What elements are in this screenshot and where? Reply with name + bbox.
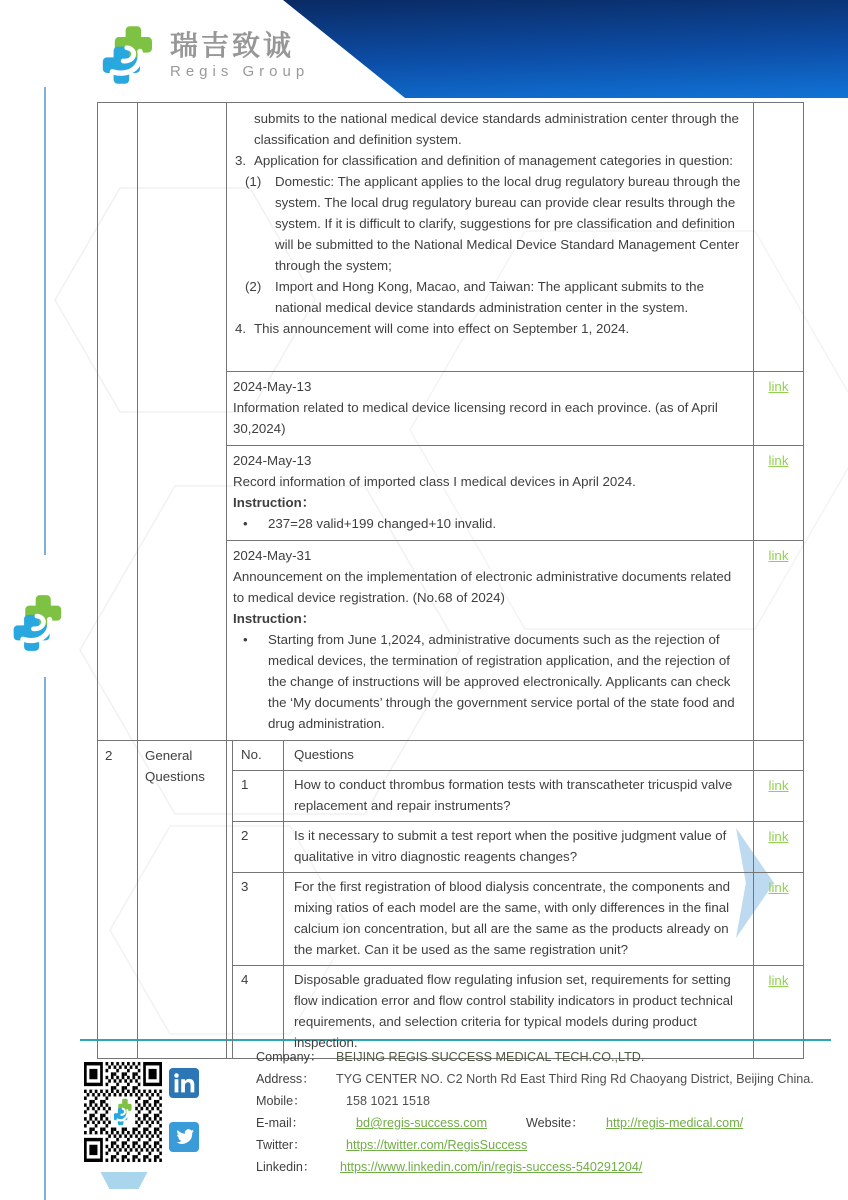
entry-text	[227, 446, 753, 540]
footer-row-linkedin	[256, 1159, 831, 1175]
link-cell	[753, 372, 803, 445]
linkedin-icon	[169, 1068, 199, 1098]
side-logo-icon	[9, 591, 67, 655]
col-header-no: No.	[233, 741, 284, 770]
regulatory-table	[97, 102, 804, 1059]
footer-row-address	[256, 1071, 831, 1087]
question-link[interactable]: link	[768, 829, 789, 844]
linkedin-link[interactable]: https://www.linkedin.com/in/regis-success-540291204/	[340, 1160, 643, 1174]
instruction-bullet: • 237=28 valid+199 changed+10 invalid.	[243, 516, 497, 531]
brand-wordmark	[170, 31, 309, 80]
brand-name-cn: 瑞吉致诚	[170, 29, 295, 61]
question-text: How to conduct thrombus formation tests with transcatheter tricuspid valve replacement and repair instruments?	[294, 777, 733, 813]
section1-content	[227, 103, 803, 740]
entry-row	[227, 372, 803, 446]
company-value: BEIJING REGIS SUCCESS MEDICAL TECH.CO.,LTD.	[336, 1050, 645, 1064]
twitter-link[interactable]: https://twitter.com/RegisSuccess	[346, 1138, 528, 1152]
section1-row	[98, 103, 803, 741]
link-cell	[753, 966, 803, 1058]
questions-header-row	[233, 741, 803, 771]
question-link[interactable]: link	[768, 778, 789, 793]
question-text: Disposable graduated flow regulating infusion set, requirements for setting flow indication error and flow control stability indicators in product technical requirements, and selection criteria for typical models during product inspection.	[294, 972, 734, 1050]
link-cell	[753, 541, 803, 740]
questions-table	[232, 741, 803, 1058]
list-item: 3. Application for classification and definition of management categories in question:	[235, 153, 733, 168]
list-item: (2) Import and Hong Kong, Macao, and Taiwan: The applicant submits to the national medical device standards administration center in the system.	[245, 279, 704, 315]
link-cell	[753, 822, 803, 872]
website-label: Website：	[526, 1116, 584, 1130]
qr-code	[84, 1062, 162, 1162]
question-no: 3	[233, 873, 284, 965]
section1-no-cell	[98, 103, 138, 740]
twitter-label: Twitter：	[256, 1138, 306, 1152]
left-accent-line-bottom	[44, 677, 46, 1200]
section2-topic: General Questions	[138, 741, 227, 1058]
link-cell	[753, 873, 803, 965]
section1-topic-cell	[138, 103, 227, 740]
address-value: TYG CENTER NO. C2 North Rd East Third Ring Rd Chaoyang District, Beijing China.	[336, 1072, 814, 1086]
entry-link[interactable]: link	[768, 453, 789, 468]
question-no: 1	[233, 771, 284, 821]
instruction-label: Instruction：	[233, 495, 315, 510]
instruction-label: Instruction：	[233, 611, 315, 626]
continuation-text	[227, 103, 753, 371]
footer-row-mobile	[256, 1093, 831, 1109]
footer-row-company	[256, 1049, 831, 1065]
col-header-questions: Questions	[294, 747, 354, 762]
email-link[interactable]: bd@regis-success.com	[356, 1116, 488, 1130]
question-row	[233, 873, 803, 966]
continuation-row	[227, 103, 803, 372]
question-row	[233, 822, 803, 873]
question-text: Is it necessary to submit a test report when the positive judgment value of qualitative in vitro diagnostic reagents changes?	[294, 828, 727, 864]
entry-link[interactable]: link	[768, 548, 789, 563]
section2-content	[227, 741, 803, 1058]
entry-date: 2024-May-31	[233, 548, 312, 563]
mobile-value: 158 1021 1518	[346, 1094, 431, 1108]
list-item: 4. This announcement will come into effect on September 1, 2024.	[235, 321, 630, 336]
entry-date: 2024-May-13	[233, 453, 312, 468]
entry-text	[227, 372, 753, 445]
entry-link[interactable]: link	[768, 379, 789, 394]
section2-row	[98, 741, 803, 1058]
left-accent-line-top	[44, 87, 46, 555]
linkedin-label: Linkedin：	[256, 1160, 316, 1174]
email-label: E-mail：	[256, 1116, 305, 1130]
list-item: submits to the national medical device standards administration center through the classification and definition system.	[254, 111, 739, 147]
question-link[interactable]: link	[768, 880, 789, 895]
list-item: (1) Domestic: The applicant applies to the local drug regulatory bureau through the system. The local drug regulatory bureau can provide clear results through the system. If it is difficult to clarify, suggestions for pre classification and definition will be submitted to the National Medical Device Standard Management Center through the system;	[245, 174, 741, 273]
question-no: 4	[233, 966, 284, 1058]
twitter-icon	[169, 1122, 199, 1152]
question-text: For the first registration of blood dialysis concentrate, the components and mixing ratios of each model are the same, with only differences in the final calcium ion concentration, but all are the same as the products already on the market. Can it be used as the same registration unit?	[294, 879, 731, 957]
entry-row	[227, 541, 803, 740]
regis-logo-icon	[98, 24, 158, 86]
footer-row-twitter	[256, 1137, 831, 1153]
brand-header	[98, 24, 309, 86]
address-label: Address：	[256, 1072, 315, 1086]
company-label: Company：	[256, 1050, 323, 1064]
entry-title: Record information of imported class I medical devices in April 2024.	[233, 474, 636, 489]
link-cell-empty	[753, 103, 803, 371]
entry-date: 2024-May-13	[233, 379, 312, 394]
col-header-link	[753, 741, 803, 770]
entry-title: Information related to medical device licensing record in each province. (as of April 30,2024)	[233, 400, 718, 436]
footer-contact	[256, 1049, 831, 1181]
website-link[interactable]: http://regis-medical.com/	[606, 1116, 744, 1130]
entry-text	[227, 541, 753, 740]
section2-number: 2	[98, 741, 138, 1058]
mobile-label: Mobile：	[256, 1094, 306, 1108]
link-cell	[753, 771, 803, 821]
instruction-bullet: • Starting from June 1,2024, administrative documents such as the rejection of medical devices, the termination of registration application, and the rejection of the change of instructions will be approved electronically. Applicants can check the ‘My documents’ through the government service portal of the state food and drug administration.	[243, 632, 735, 731]
brand-name-en: Regis Group	[170, 62, 310, 80]
question-row	[233, 771, 803, 822]
entry-row	[227, 446, 803, 541]
question-link[interactable]: link	[768, 973, 789, 988]
entry-title: Announcement on the implementation of electronic administrative documents related to medical device registration. (No.68 of 2024)	[233, 569, 732, 605]
question-no: 2	[233, 822, 284, 872]
footer-row-email-website	[256, 1115, 831, 1131]
question-row	[233, 966, 803, 1058]
link-cell	[753, 446, 803, 540]
